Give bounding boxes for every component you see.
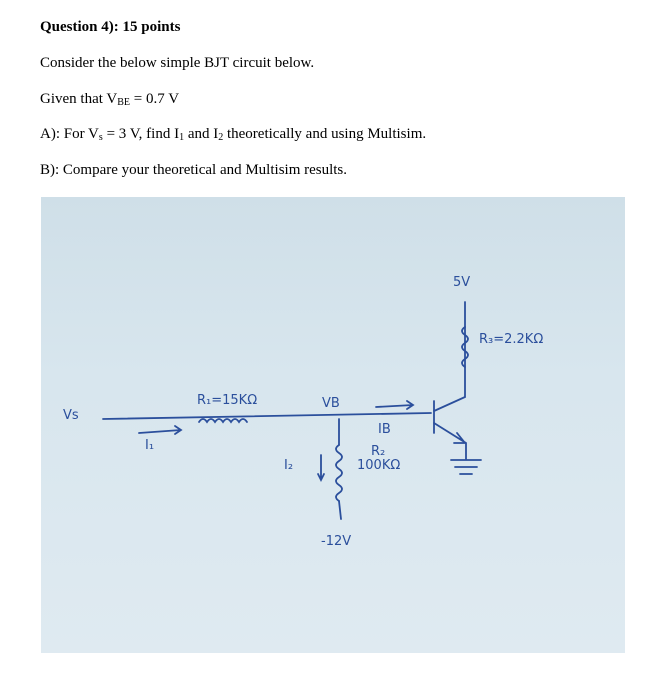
transistor-emitter <box>434 423 466 459</box>
r1-resistor-squiggle <box>199 419 247 422</box>
r2-value-label: 100KΩ <box>357 458 401 473</box>
r1-label: R₁=15KΩ <box>197 393 258 408</box>
neg-supply-label: -12V <box>321 534 352 549</box>
i2-arrow <box>318 455 324 480</box>
r2-resistor-squiggle <box>336 445 342 501</box>
supply-label: 5V <box>453 275 471 290</box>
transistor-collector <box>434 327 465 411</box>
part-b-text: B): Compare your theoretical and Multisim results. <box>40 162 348 178</box>
intro-text: Consider the below simple BJT circuit below. <box>40 55 315 71</box>
r2-label: R₂ <box>371 444 386 459</box>
r2-wire-bottom <box>339 501 341 519</box>
ib-arrow <box>376 401 413 409</box>
i1-arrow <box>139 426 181 434</box>
part-a-text: A): For $V_s = 3$ V, find $I_1$ and $I_2$ theoretically and using Multisim. <box>40 126 427 143</box>
circuit-drawing <box>41 197 625 653</box>
i1-label: I₁ <box>145 438 155 453</box>
question-heading: Question 4): 15 points <box>40 19 181 35</box>
vs-label: Vs <box>63 408 79 423</box>
r3-label: R₃=2.2KΩ <box>479 332 544 347</box>
vb-label: VB <box>322 396 340 411</box>
input-wire <box>103 413 431 419</box>
circuit-photo <box>41 197 625 653</box>
i2-label: I₂ <box>284 458 294 473</box>
given-text: Given that $V_{BE} = 0.7$ V <box>40 91 180 108</box>
ground-symbol <box>451 460 481 474</box>
ib-label: IB <box>378 422 391 437</box>
